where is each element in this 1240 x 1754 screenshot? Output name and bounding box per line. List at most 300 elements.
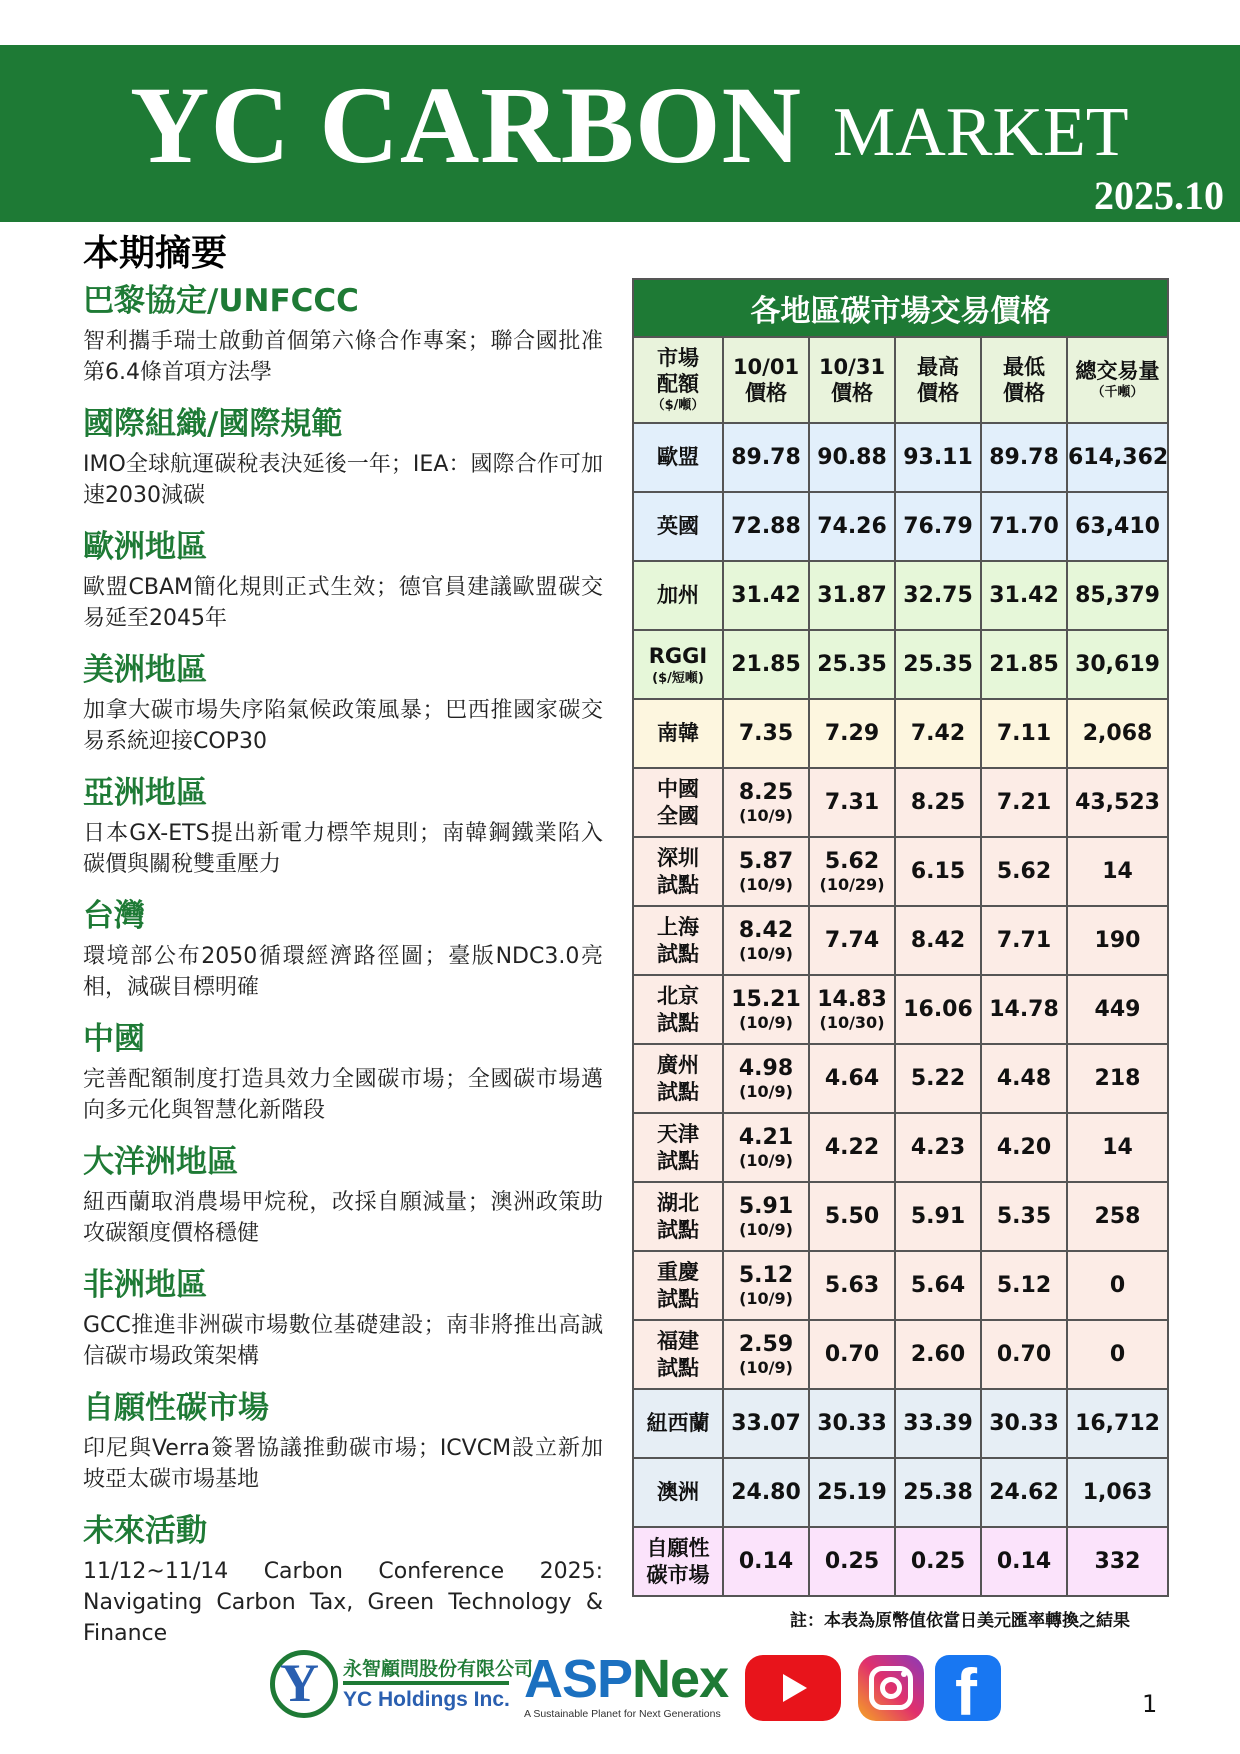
section-body: 紐西蘭取消農場甲烷稅，改採自願減量；澳洲政策助攻碳額度價格穩健 (83, 1190, 603, 1246)
company-name-cn: 永智顧問股份有限公司 (343, 1658, 534, 1680)
high-price-cell (895, 906, 981, 975)
header-open (723, 337, 809, 423)
volume-cell-value: 30,619 (1075, 652, 1160, 677)
section-title: 大洋洲地區 (83, 1144, 238, 1180)
market-name: RGGI (648, 643, 708, 668)
header-high (895, 337, 981, 423)
open-price-cell (723, 1251, 809, 1320)
close-price-cell-value: 25.35 (817, 652, 887, 677)
close-price-cell (809, 1251, 895, 1320)
open-price-cell (723, 906, 809, 975)
volume-cell (1067, 975, 1168, 1044)
low-price-cell (981, 1182, 1067, 1251)
close-price-cell-value: 5.62 (824, 849, 880, 874)
open-price-cell (723, 1389, 809, 1458)
close-price-cell (809, 699, 895, 768)
high-price-cell (895, 1251, 981, 1320)
high-price-cell-value: 0.25 (910, 1549, 966, 1574)
section-title: 非洲地區 (83, 1267, 207, 1303)
summary-sections (83, 280, 603, 1649)
instagram-icon[interactable] (858, 1655, 924, 1721)
youtube-icon[interactable] (745, 1655, 841, 1721)
high-price-cell-value: 32.75 (903, 583, 973, 608)
close-price-cell (809, 1182, 895, 1251)
logo-divider (343, 1681, 509, 1685)
volume-cell-value: 2,068 (1082, 721, 1153, 746)
close-price-cell (809, 1527, 895, 1596)
high-price-cell (895, 975, 981, 1044)
open-price-cell-date-note: (10/9) (739, 1013, 793, 1032)
open-price-cell (723, 561, 809, 630)
market-name-cell (633, 492, 723, 561)
volume-cell (1067, 699, 1168, 768)
market-name: 深圳 試點 (657, 845, 699, 897)
low-price-cell-value: 24.62 (989, 1480, 1059, 1505)
market-name-cell (633, 975, 723, 1044)
low-price-cell-value: 71.70 (989, 514, 1059, 539)
market-name: 天津 試點 (657, 1121, 699, 1173)
close-price-cell (809, 1458, 895, 1527)
low-price-cell (981, 423, 1067, 492)
market-name: 歐盟 (657, 445, 699, 469)
market-name-cell (633, 1458, 723, 1527)
high-price-cell-value: 76.79 (903, 514, 973, 539)
section-title: 未來活動 (83, 1513, 207, 1549)
facebook-icon[interactable]: f (935, 1655, 1001, 1721)
close-price-cell (809, 768, 895, 837)
volume-cell (1067, 492, 1168, 561)
open-price-cell-value: 72.88 (731, 514, 801, 539)
open-price-cell-value: 8.42 (738, 918, 794, 943)
low-price-cell (981, 1527, 1067, 1596)
open-price-cell-value: 5.87 (738, 849, 794, 874)
table-row (633, 423, 1168, 492)
table-row (633, 699, 1168, 768)
summary-section (83, 1264, 603, 1372)
section-body: 智利攜手瑞士啟動首個第六條合作專案；聯合國批准第6.4條首項方法學 (83, 329, 603, 385)
close-price-cell (809, 630, 895, 699)
table-caption: 各地區碳市場交易價格 (633, 279, 1168, 337)
table-note: 註：本表為原幣值依當日美元匯率轉換之結果 (790, 1611, 1130, 1631)
low-price-cell (981, 975, 1067, 1044)
close-price-cell-date-note: (10/29) (819, 875, 885, 894)
high-price-cell-value: 4.23 (910, 1135, 966, 1160)
volume-cell-value: 0 (1109, 1342, 1126, 1367)
open-price-cell (723, 1320, 809, 1389)
close-price-cell-value: 4.64 (824, 1066, 880, 1091)
section-body: 環境部公布2050循環經濟路徑圖；臺版NDC3.0亮相，減碳目標明確 (83, 944, 603, 1000)
summary-section (83, 649, 603, 757)
market-name-cell (633, 423, 723, 492)
close-price-cell (809, 975, 895, 1044)
low-price-cell (981, 492, 1067, 561)
header-close (809, 337, 895, 423)
yc-holdings-logo (270, 1650, 534, 1720)
market-name: 澳洲 (657, 1480, 699, 1504)
low-price-cell (981, 1251, 1067, 1320)
table-row (633, 1044, 1168, 1113)
high-price-cell-value: 33.39 (903, 1411, 973, 1436)
header-market-unit: （$/噸） (651, 398, 705, 413)
market-name-cell (633, 1251, 723, 1320)
close-price-cell-value: 30.33 (817, 1411, 887, 1436)
high-price-cell (895, 1527, 981, 1596)
table-row (633, 975, 1168, 1044)
volume-cell-value: 449 (1094, 997, 1141, 1022)
section-body: 11/12~11/14 Carbon Conference 2025: Navigating Carbon Tax, Green Technology & Finance (83, 1559, 603, 1646)
low-price-cell-value: 4.20 (996, 1135, 1052, 1160)
volume-cell-value: 218 (1094, 1066, 1141, 1091)
volume-cell-value: 85,379 (1075, 583, 1160, 608)
table-row (633, 492, 1168, 561)
table-row (633, 1458, 1168, 1527)
volume-cell-value: 63,410 (1075, 514, 1160, 539)
table-row (633, 561, 1168, 630)
header-low (981, 337, 1067, 423)
section-title: 巴黎協定/UNFCCC (83, 283, 359, 319)
section-body: 加拿大碳市場失序陷氣候政策風暴；巴西推國家碳交易系統迎接COP30 (83, 698, 603, 754)
high-price-cell-value: 6.15 (910, 859, 966, 884)
low-price-cell-value: 30.33 (989, 1411, 1059, 1436)
close-price-cell (809, 561, 895, 630)
open-price-cell-date-note: (10/9) (739, 944, 793, 963)
low-price-cell-value: 0.70 (996, 1342, 1052, 1367)
low-price-cell (981, 1044, 1067, 1113)
table-body (633, 423, 1168, 1596)
volume-cell (1067, 1251, 1168, 1320)
open-price-cell-value: 89.78 (731, 445, 801, 470)
volume-cell-value: 1,063 (1082, 1480, 1153, 1505)
aspnex-tagline: A Sustainable Planet for Next Generations (524, 1708, 721, 1720)
high-price-cell (895, 1182, 981, 1251)
market-name: 北京 試點 (657, 983, 699, 1035)
high-price-cell (895, 492, 981, 561)
high-price-cell-value: 8.42 (910, 928, 966, 953)
market-name-cell (633, 630, 723, 699)
open-price-cell-date-note: (10/9) (739, 1151, 793, 1170)
section-body: GCC推進非洲碳市場數位基礎建設；南非將推出高誠信碳市場政策架構 (83, 1313, 603, 1369)
section-title: 歐洲地區 (83, 529, 207, 565)
open-price-cell-date-note: (10/9) (739, 806, 793, 825)
market-name: 湖北 試點 (657, 1190, 699, 1242)
low-price-cell-value: 4.48 (996, 1066, 1052, 1091)
market-name: 重慶 試點 (657, 1259, 699, 1311)
low-price-cell (981, 561, 1067, 630)
volume-cell-value: 14 (1102, 859, 1133, 884)
open-price-cell-date-note: (10/9) (739, 1220, 793, 1239)
table-row (633, 1251, 1168, 1320)
close-price-cell-value: 7.74 (824, 928, 880, 953)
high-price-cell-value: 8.25 (910, 790, 966, 815)
section-title: 自願性碳市場 (83, 1390, 269, 1426)
close-price-cell-value: 7.29 (824, 721, 880, 746)
section-body: IMO全球航運碳稅表決延後一年；IEA：國際合作可加速2030減碳 (83, 452, 603, 508)
table-row (633, 1113, 1168, 1182)
volume-cell-value: 0 (1109, 1273, 1126, 1298)
low-price-cell (981, 630, 1067, 699)
table-row (633, 906, 1168, 975)
table-row (633, 837, 1168, 906)
high-price-cell (895, 837, 981, 906)
volume-cell (1067, 1044, 1168, 1113)
section-title: 台灣 (83, 898, 145, 934)
page-number: 1 (1142, 1690, 1158, 1718)
low-price-cell-value: 31.42 (989, 583, 1059, 608)
open-price-cell (723, 1527, 809, 1596)
high-price-cell (895, 423, 981, 492)
price-table-wrapper (632, 278, 1167, 1597)
open-price-cell-value: 4.21 (738, 1125, 794, 1150)
market-name: 上海 試點 (657, 914, 699, 966)
close-price-cell (809, 1389, 895, 1458)
market-name: 英國 (657, 514, 699, 538)
market-name-cell (633, 1527, 723, 1596)
high-price-cell-value: 25.38 (903, 1480, 973, 1505)
table-row (633, 1527, 1168, 1596)
market-name: 加州 (657, 583, 699, 607)
open-price-cell-value: 31.42 (731, 583, 801, 608)
low-price-cell (981, 1458, 1067, 1527)
open-price-cell-value: 8.25 (738, 780, 794, 805)
aspnex-wordmark: ASPNex (524, 1649, 729, 1709)
low-price-cell (981, 1389, 1067, 1458)
low-price-cell-value: 7.71 (996, 928, 1052, 953)
header-volume-label: 總交易量 (1075, 359, 1160, 383)
volume-cell-value: 43,523 (1075, 790, 1160, 815)
open-price-cell (723, 1113, 809, 1182)
low-price-cell-value: 0.14 (996, 1549, 1052, 1574)
market-name: 廣州 試點 (657, 1052, 699, 1104)
brand-subtitle: MARKET (833, 94, 1129, 171)
price-table (632, 278, 1169, 1597)
close-price-cell (809, 1044, 895, 1113)
volume-cell (1067, 1113, 1168, 1182)
brand-title: YC CARBON (130, 64, 803, 186)
open-price-cell (723, 975, 809, 1044)
header-volume-unit: （千噸） (1091, 385, 1144, 400)
high-price-cell (895, 1113, 981, 1182)
market-name: 南韓 (657, 721, 699, 745)
section-title: 中國 (83, 1021, 145, 1057)
high-price-cell (895, 1458, 981, 1527)
low-price-cell-value: 5.35 (996, 1204, 1052, 1229)
section-body: 印尼與Verra簽署協議推動碳市場；ICVCM設立新加坡亞太碳市場基地 (83, 1436, 603, 1492)
open-price-cell-date-note: (10/9) (739, 1082, 793, 1101)
high-price-cell-value: 16.06 (903, 997, 973, 1022)
summary-title: 本期摘要 (83, 233, 228, 274)
volume-cell (1067, 906, 1168, 975)
close-price-cell-value: 5.63 (824, 1273, 880, 1298)
open-price-cell (723, 837, 809, 906)
high-price-cell (895, 1389, 981, 1458)
header-market (633, 337, 723, 423)
table-header-row (633, 337, 1168, 423)
low-price-cell-value: 21.85 (989, 652, 1059, 677)
market-name-cell (633, 837, 723, 906)
high-price-cell (895, 561, 981, 630)
volume-cell-value: 14 (1102, 1135, 1133, 1160)
market-name-cell (633, 906, 723, 975)
yc-logo-letter: Y (280, 1653, 319, 1713)
market-name-cell (633, 768, 723, 837)
market-name-cell (633, 699, 723, 768)
volume-cell (1067, 1389, 1168, 1458)
low-price-cell-value: 14.78 (989, 997, 1059, 1022)
market-name-cell (633, 1113, 723, 1182)
close-price-cell-value: 0.70 (824, 1342, 880, 1367)
market-name-cell (633, 1044, 723, 1113)
high-price-cell-value: 2.60 (910, 1342, 966, 1367)
low-price-cell-value: 5.62 (996, 859, 1052, 884)
header-banner (0, 45, 1240, 222)
section-body: 完善配額制度打造具效力全國碳市場；全國碳市場邁向多元化與智慧化新階段 (83, 1067, 603, 1123)
open-price-cell-value: 24.80 (731, 1480, 801, 1505)
section-body: 日本GX-ETS提出新電力標竿規則；南韓鋼鐵業陷入碳價與關稅雙重壓力 (83, 821, 603, 877)
summary-section (83, 280, 603, 388)
summary-section (83, 403, 603, 511)
close-price-cell (809, 423, 895, 492)
close-price-cell (809, 906, 895, 975)
high-price-cell-value: 5.22 (910, 1066, 966, 1091)
close-price-cell (809, 837, 895, 906)
close-price-cell (809, 1113, 895, 1182)
close-price-cell (809, 1320, 895, 1389)
section-title: 亞洲地區 (83, 775, 207, 811)
low-price-cell-value: 7.11 (996, 721, 1052, 746)
high-price-cell (895, 630, 981, 699)
summary-section (83, 895, 603, 1003)
section-title: 美洲地區 (83, 652, 207, 688)
summary-section (83, 526, 603, 634)
volume-cell-value: 190 (1094, 928, 1141, 953)
close-price-cell-value: 5.50 (824, 1204, 880, 1229)
open-price-cell (723, 630, 809, 699)
open-price-cell-date-note: (10/9) (739, 1289, 793, 1308)
table-row (633, 768, 1168, 837)
header-high-label: 最高 價格 (917, 355, 959, 405)
section-title: 國際組織/國際規範 (83, 406, 343, 442)
low-price-cell (981, 1320, 1067, 1389)
open-price-cell (723, 423, 809, 492)
low-price-cell (981, 699, 1067, 768)
open-price-cell-value: 21.85 (731, 652, 801, 677)
open-price-cell-value: 2.59 (738, 1332, 794, 1357)
market-name-cell (633, 561, 723, 630)
volume-cell-value: 258 (1094, 1204, 1141, 1229)
low-price-cell-value: 5.12 (996, 1273, 1052, 1298)
open-price-cell-value: 5.91 (738, 1194, 794, 1219)
low-price-cell (981, 906, 1067, 975)
low-price-cell (981, 1113, 1067, 1182)
table-row (633, 630, 1168, 699)
open-price-cell-value: 33.07 (731, 1411, 801, 1436)
section-body: 歐盟CBAM簡化規則正式生效；德官員建議歐盟碳交易延至2045年 (83, 575, 603, 631)
header-market-label: 市場 配額 (657, 346, 699, 396)
open-price-cell-value: 15.21 (731, 987, 801, 1012)
close-price-cell (809, 492, 895, 561)
close-price-cell-value: 31.87 (817, 583, 887, 608)
high-price-cell-value: 7.42 (910, 721, 966, 746)
summary-section (83, 1141, 603, 1249)
open-price-cell-date-note: (10/9) (739, 875, 793, 894)
market-name: 自願性 碳市場 (646, 1535, 710, 1587)
low-price-cell (981, 837, 1067, 906)
high-price-cell (895, 699, 981, 768)
open-price-cell (723, 1182, 809, 1251)
volume-cell-value: 332 (1094, 1549, 1141, 1574)
open-price-cell-value: 0.14 (738, 1549, 794, 1574)
open-price-cell (723, 1044, 809, 1113)
volume-cell (1067, 837, 1168, 906)
high-price-cell-value: 25.35 (903, 652, 973, 677)
high-price-cell (895, 1044, 981, 1113)
summary-section (83, 1387, 603, 1495)
market-name: 中國 全國 (657, 776, 699, 828)
header-volume (1067, 337, 1168, 423)
market-name: 紐西蘭 (646, 1411, 710, 1435)
volume-cell (1067, 1320, 1168, 1389)
volume-cell (1067, 561, 1168, 630)
open-price-cell (723, 699, 809, 768)
open-price-cell (723, 1458, 809, 1527)
low-price-cell-value: 89.78 (989, 445, 1059, 470)
issue-date: 2025.10 (1094, 173, 1224, 218)
market-name-cell (633, 1389, 723, 1458)
header-open-label: 10/01 價格 (732, 355, 800, 405)
open-price-cell-date-note: (10/9) (739, 1358, 793, 1377)
volume-cell (1067, 630, 1168, 699)
close-price-cell-date-note: (10/30) (819, 1013, 885, 1032)
table-row (633, 1320, 1168, 1389)
market-name-cell (633, 1182, 723, 1251)
volume-cell-value: 16,712 (1075, 1411, 1160, 1436)
high-price-cell (895, 768, 981, 837)
close-price-cell-value: 25.19 (817, 1480, 887, 1505)
company-name-en: YC Holdings Inc. (343, 1688, 510, 1711)
summary-section (83, 1510, 603, 1649)
summary-section (83, 1018, 603, 1126)
open-price-cell-value: 5.12 (738, 1263, 794, 1288)
high-price-cell-value: 5.91 (910, 1204, 966, 1229)
header-close-label: 10/31 價格 (818, 355, 886, 405)
close-price-cell-value: 7.31 (824, 790, 880, 815)
volume-cell (1067, 423, 1168, 492)
summary-section (83, 772, 603, 880)
close-price-cell-value: 14.83 (817, 987, 887, 1012)
close-price-cell-value: 90.88 (817, 445, 887, 470)
open-price-cell (723, 492, 809, 561)
volume-cell (1067, 1458, 1168, 1527)
close-price-cell-value: 4.22 (824, 1135, 880, 1160)
high-price-cell-value: 93.11 (903, 445, 973, 470)
high-price-cell (895, 1320, 981, 1389)
aspnex-logo (524, 1649, 729, 1720)
open-price-cell (723, 768, 809, 837)
low-price-cell-value: 7.21 (996, 790, 1052, 815)
open-price-cell-value: 4.98 (738, 1056, 794, 1081)
close-price-cell-value: 0.25 (824, 1549, 880, 1574)
table-row (633, 1389, 1168, 1458)
market-name: 福建 試點 (657, 1328, 699, 1380)
close-price-cell-value: 74.26 (817, 514, 887, 539)
high-price-cell-value: 5.64 (910, 1273, 966, 1298)
table-row (633, 1182, 1168, 1251)
summary-column (83, 232, 603, 1649)
volume-cell (1067, 768, 1168, 837)
header-low-label: 最低 價格 (1003, 355, 1045, 405)
low-price-cell (981, 768, 1067, 837)
market-name-cell (633, 1320, 723, 1389)
